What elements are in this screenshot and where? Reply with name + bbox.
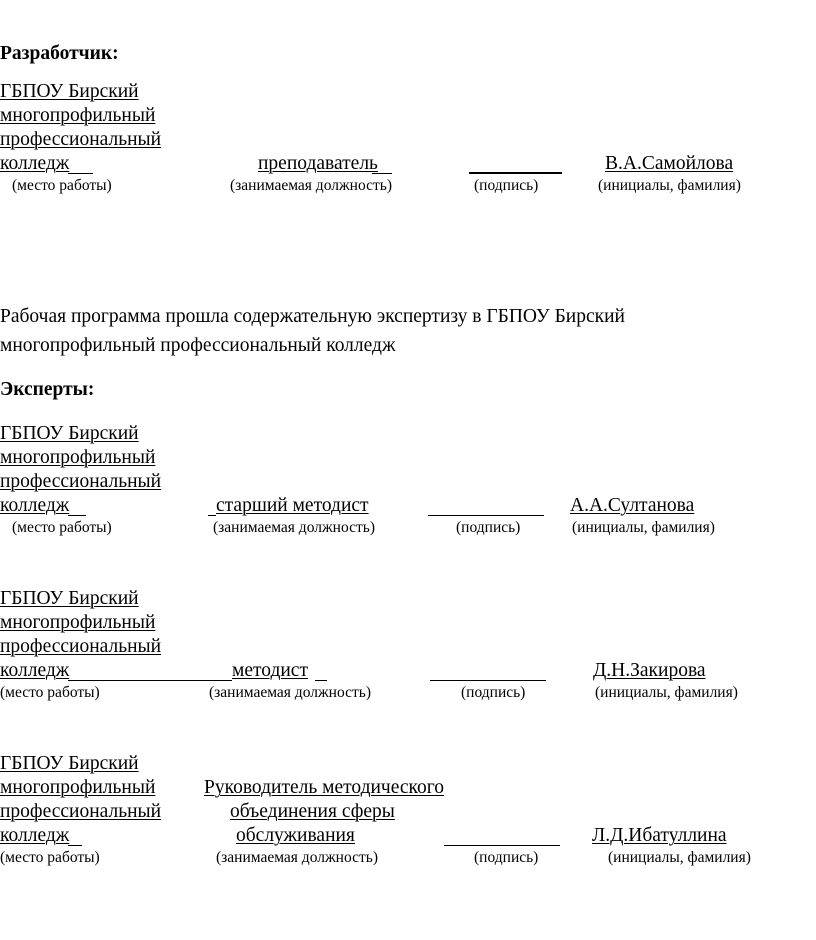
expert-3-position-line-2: объединения сферы [230, 801, 395, 822]
developer-caption-position: (занимаемая должность) [230, 177, 392, 194]
expert-2-org-line-3: профессиональный [0, 636, 162, 657]
expert-1-org-line-1: ГБПОУ Бирский [0, 423, 139, 444]
developer-name: В.А.Самойлова [605, 153, 734, 174]
expert-3-org-line-3: профессиональный [0, 801, 162, 822]
developer-org-underline [68, 173, 93, 174]
expert-2-name: Д.Н.Закирова [593, 660, 706, 681]
expert-2-caption-name: (инициалы, фамилия) [595, 684, 738, 701]
developer-caption-signature: (подпись) [474, 177, 539, 194]
developer-org-line-1: ГБПОУ Бирский [0, 81, 139, 102]
expertise-text-line-1: Рабочая программа прошла содержательную экспертизу в ГБПОУ Бирский [0, 306, 625, 327]
expert-3-caption-name: (инициалы, фамилия) [608, 849, 751, 866]
expert-1-caption-position: (занимаемая должность) [213, 519, 375, 536]
developer-org-line-2: многопрофильный [0, 105, 156, 126]
expert-1-org-line-3: профессиональный [0, 471, 162, 492]
expert-2-org-underline [68, 680, 232, 681]
expert-1-name: А.А.Султанова [570, 495, 695, 516]
developer-org-line-3: профессиональный [0, 129, 162, 150]
expert-1-caption-signature: (подпись) [456, 519, 521, 536]
expert-3-position-line-1: Руководитель методического [204, 777, 445, 798]
expert-2-caption-signature: (подпись) [461, 684, 526, 701]
expert-2-position-underline [315, 680, 327, 681]
expert-3-caption-workplace: (место работы) [0, 849, 100, 866]
expert-1-caption-workplace: (место работы) [12, 519, 112, 536]
expert-1-org-underline [68, 515, 86, 516]
expert-2-org-line-4: колледж [0, 660, 70, 681]
expert-3-caption-signature: (подпись) [474, 849, 539, 866]
expert-3-org-line-1: ГБПОУ Бирский [0, 753, 139, 774]
developer-heading: Разработчик: [0, 43, 119, 64]
developer-position-underline [372, 173, 392, 174]
expert-3-name: Л.Д.Ибатуллина [592, 825, 727, 846]
developer-caption-workplace: (место работы) [12, 177, 112, 194]
expert-2-position: методист [232, 660, 308, 681]
developer-signature-line [469, 172, 562, 174]
expert-3-signature-line [444, 845, 560, 846]
expert-1-signature-line [428, 515, 544, 516]
expert-2-org-line-2: многопрофильный [0, 612, 156, 633]
expert-3-org-underline [68, 845, 82, 846]
expert-1-position-underline [208, 515, 216, 516]
expert-3-org-line-4: колледж [0, 825, 70, 846]
experts-heading: Эксперты: [0, 379, 95, 400]
expert-1-position: старший методист [216, 495, 369, 516]
expert-2-org-line-1: ГБПОУ Бирский [0, 588, 139, 609]
expert-2-caption-position: (занимаемая должность) [209, 684, 371, 701]
expert-1-org-line-4: колледж [0, 495, 70, 516]
expert-3-position-line-3: обслуживания [236, 825, 355, 846]
expert-3-caption-position: (занимаемая должность) [216, 849, 378, 866]
expert-1-caption-name: (инициалы, фамилия) [572, 519, 715, 536]
expertise-text-line-2: многопрофильный профессиональный колледж [0, 335, 396, 356]
expert-3-org-line-2: многопрофильный [0, 777, 156, 798]
expert-2-caption-workplace: (место работы) [0, 684, 100, 701]
developer-position: преподаватель [258, 153, 378, 174]
developer-caption-name: (инициалы, фамилия) [598, 177, 741, 194]
expert-2-signature-line [430, 680, 546, 681]
expert-1-org-line-2: многопрофильный [0, 447, 156, 468]
developer-org-line-4: колледж [0, 153, 70, 174]
